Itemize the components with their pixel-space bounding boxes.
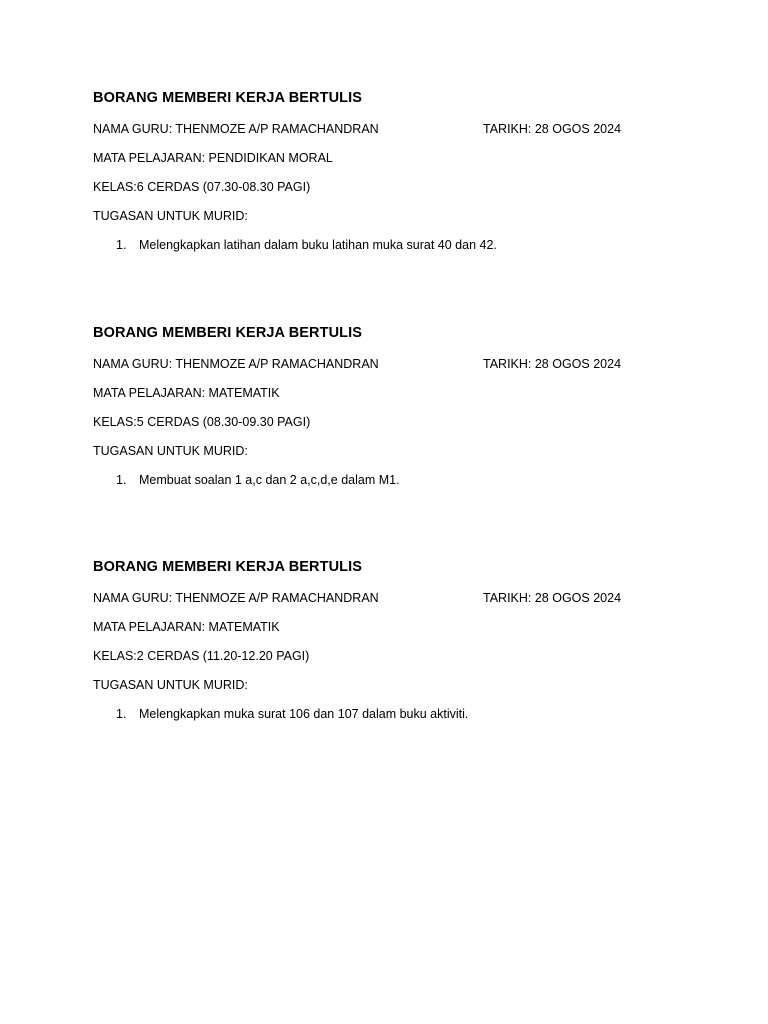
subject-line: MATA PELAJARAN: MATEMATIK xyxy=(93,620,280,634)
assignment-form-1 xyxy=(93,89,653,253)
subject-line: MATA PELAJARAN: MATEMATIK xyxy=(93,386,280,400)
form-title: BORANG MEMBERI KERJA BERTULIS xyxy=(93,559,363,575)
task-heading: TUGASAN UNTUK MURID: xyxy=(93,444,248,458)
class-line: KELAS:2 CERDAS (11.20-12.20 PAGI) xyxy=(93,649,310,663)
task-heading: TUGASAN UNTUK MURID: xyxy=(93,678,248,692)
form-title: BORANG MEMBERI KERJA BERTULIS xyxy=(93,90,363,106)
task-number: 1. xyxy=(116,707,127,721)
form-title: BORANG MEMBERI KERJA BERTULIS xyxy=(93,325,363,341)
teacher-name: NAMA GURU: THENMOZE A/P RAMACHANDRAN xyxy=(93,591,379,605)
date-label: TARIKH: 28 OGOS 2024 xyxy=(483,122,622,136)
task-list-item xyxy=(93,237,653,253)
task-text: Melengkapkan muka surat 106 dan 107 dalam buku aktiviti. xyxy=(139,707,469,721)
class-line: KELAS:6 CERDAS (07.30-08.30 PAGI) xyxy=(93,180,311,194)
subject-line: MATA PELAJARAN: PENDIDIKAN MORAL xyxy=(93,151,333,165)
task-list-item xyxy=(93,706,653,722)
teacher-name: NAMA GURU: THENMOZE A/P RAMACHANDRAN xyxy=(93,122,379,136)
assignment-form-2 xyxy=(93,324,653,488)
date-label: TARIKH: 28 OGOS 2024 xyxy=(483,357,622,371)
class-line: KELAS:5 CERDAS (08.30-09.30 PAGI) xyxy=(93,415,311,429)
teacher-date-row xyxy=(93,356,653,372)
assignment-form-3 xyxy=(93,558,653,722)
teacher-name: NAMA GURU: THENMOZE A/P RAMACHANDRAN xyxy=(93,357,379,371)
teacher-date-row xyxy=(93,121,653,137)
task-number: 1. xyxy=(116,238,127,252)
task-text: Melengkapkan latihan dalam buku latihan muka surat 40 dan 42. xyxy=(139,238,497,252)
task-heading: TUGASAN UNTUK MURID: xyxy=(93,209,248,223)
task-list-item xyxy=(93,472,653,488)
teacher-date-row xyxy=(93,590,653,606)
task-text: Membuat soalan 1 a,c dan 2 a,c,d,e dalam M1. xyxy=(139,473,400,487)
task-number: 1. xyxy=(116,473,127,487)
date-label: TARIKH: 28 OGOS 2024 xyxy=(483,591,622,605)
